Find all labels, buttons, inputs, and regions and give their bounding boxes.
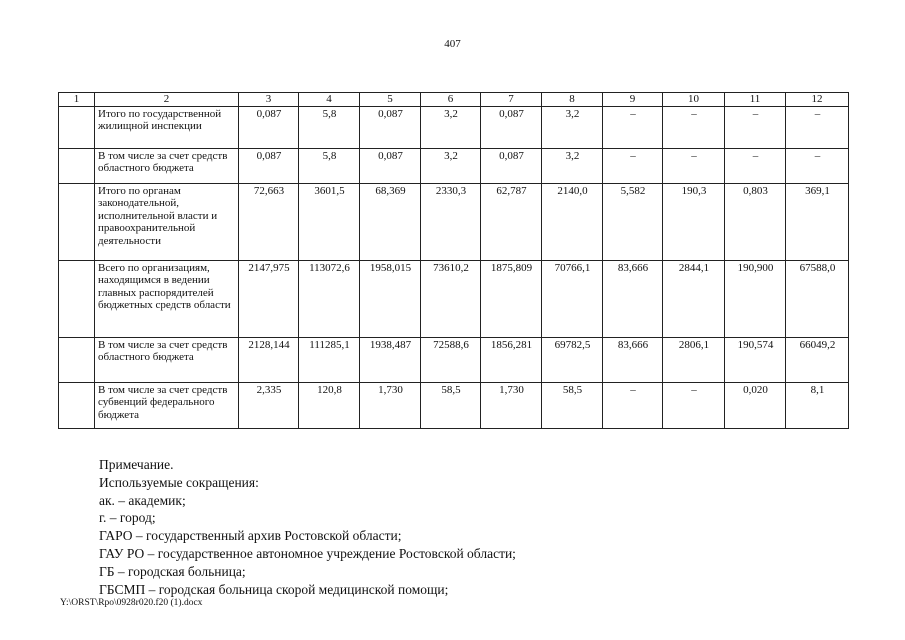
value-cell: 0,087 [239, 148, 299, 183]
table-row [59, 382, 849, 428]
value-cell: 3,2 [542, 106, 603, 148]
column-header: 2 [95, 93, 239, 107]
value-cell: – [663, 148, 725, 183]
value-cell: 2128,144 [239, 337, 299, 382]
value-cell: 1,730 [481, 382, 542, 428]
value-cell: 0,020 [725, 382, 786, 428]
table-row [59, 260, 849, 337]
value-cell: – [725, 148, 786, 183]
row-label: В том числе за счет средств областного бюджета [95, 148, 239, 183]
page-number: 407 [444, 38, 461, 50]
value-cell: 1938,487 [360, 337, 421, 382]
column-header: 5 [360, 93, 421, 107]
row-number-cell [59, 148, 95, 183]
value-cell: 0,087 [481, 106, 542, 148]
column-header: 9 [603, 93, 663, 107]
value-cell: 68,369 [360, 183, 421, 260]
column-header: 10 [663, 93, 725, 107]
value-cell: 111285,1 [299, 337, 360, 382]
column-header: 12 [786, 93, 849, 107]
table-row [59, 106, 849, 148]
value-cell: 2,335 [239, 382, 299, 428]
column-header: 7 [481, 93, 542, 107]
value-cell: 369,1 [786, 183, 849, 260]
value-cell: 2140,0 [542, 183, 603, 260]
data-table [58, 92, 849, 429]
table-row [59, 183, 849, 260]
value-cell: 113072,6 [299, 260, 360, 337]
value-cell: – [603, 148, 663, 183]
value-cell: – [603, 106, 663, 148]
value-cell: 66049,2 [786, 337, 849, 382]
row-label: В том числе за счет средств субвенций федерального бюджета [95, 382, 239, 428]
note-line: г. – город; [99, 510, 156, 526]
note-line: ГБ – городская больница; [99, 563, 246, 579]
value-cell: 5,582 [603, 183, 663, 260]
value-cell: 120,8 [299, 382, 360, 428]
value-cell: 83,666 [603, 337, 663, 382]
note-line: ГБСМП – городская больница скорой медицинской помощи; [99, 581, 449, 597]
value-cell: 1958,015 [360, 260, 421, 337]
value-cell: 0,087 [239, 106, 299, 148]
value-cell: – [725, 106, 786, 148]
column-header: 6 [421, 93, 481, 107]
row-number-cell [59, 183, 95, 260]
value-cell: 72588,6 [421, 337, 481, 382]
value-cell: 72,663 [239, 183, 299, 260]
value-cell: 1856,281 [481, 337, 542, 382]
row-number-cell [59, 106, 95, 148]
value-cell: 190,3 [663, 183, 725, 260]
table-row [59, 148, 849, 183]
value-cell: 58,5 [542, 382, 603, 428]
value-cell: 2844,1 [663, 260, 725, 337]
value-cell: – [663, 382, 725, 428]
value-cell: 70766,1 [542, 260, 603, 337]
value-cell: 8,1 [786, 382, 849, 428]
value-cell: 190,574 [725, 337, 786, 382]
value-cell: 83,666 [603, 260, 663, 337]
column-header: 11 [725, 93, 786, 107]
row-number-cell [59, 382, 95, 428]
value-cell: 5,8 [299, 106, 360, 148]
value-cell: 0,803 [725, 183, 786, 260]
value-cell: 2330,3 [421, 183, 481, 260]
value-cell: 0,087 [481, 148, 542, 183]
footer-file-path: Y:\ORST\Rpo\0928r020.f20 (1).docx [60, 598, 203, 608]
table-row [59, 337, 849, 382]
row-label: Итого по государственной жилищной инспекции [95, 106, 239, 148]
value-cell: 0,087 [360, 148, 421, 183]
value-cell: 67588,0 [786, 260, 849, 337]
value-cell: 69782,5 [542, 337, 603, 382]
value-cell: 2806,1 [663, 337, 725, 382]
value-cell: 3,2 [542, 148, 603, 183]
note-line: ГАРО – государственный архив Ростовской области; [99, 528, 402, 544]
value-cell: 58,5 [421, 382, 481, 428]
value-cell: 1875,809 [481, 260, 542, 337]
value-cell: – [603, 382, 663, 428]
notes-section [99, 456, 859, 598]
value-cell: – [786, 148, 849, 183]
note-line: Примечание. [99, 457, 174, 472]
value-cell: 62,787 [481, 183, 542, 260]
row-number-cell [59, 260, 95, 337]
value-cell: 3,2 [421, 148, 481, 183]
row-number-cell [59, 337, 95, 382]
row-label: В том числе за счет средств областного бюджета [95, 337, 239, 382]
value-cell: – [786, 106, 849, 148]
column-header: 4 [299, 93, 360, 107]
value-cell: 2147,975 [239, 260, 299, 337]
column-header: 8 [542, 93, 603, 107]
value-cell: 3601,5 [299, 183, 360, 260]
column-header: 1 [59, 93, 95, 107]
value-cell: 1,730 [360, 382, 421, 428]
value-cell: 5,8 [299, 148, 360, 183]
row-label: Итого по органам законодательной, исполнительной власти и правоохранительной деятельности [95, 183, 239, 260]
row-label: Всего по организациям, находящимся в ведении главных распорядителей бюджетных средств области [95, 260, 239, 337]
note-line: ГАУ РО – государственное автономное учреждение Ростовской области; [99, 545, 516, 561]
value-cell: 190,900 [725, 260, 786, 337]
table-header-row [59, 93, 849, 107]
value-cell: 0,087 [360, 106, 421, 148]
column-header: 3 [239, 93, 299, 107]
note-line: ак. – академик; [99, 492, 186, 508]
value-cell: 3,2 [421, 106, 481, 148]
value-cell: 73610,2 [421, 260, 481, 337]
note-line: Используемые сокращения: [99, 474, 259, 490]
value-cell: – [663, 106, 725, 148]
